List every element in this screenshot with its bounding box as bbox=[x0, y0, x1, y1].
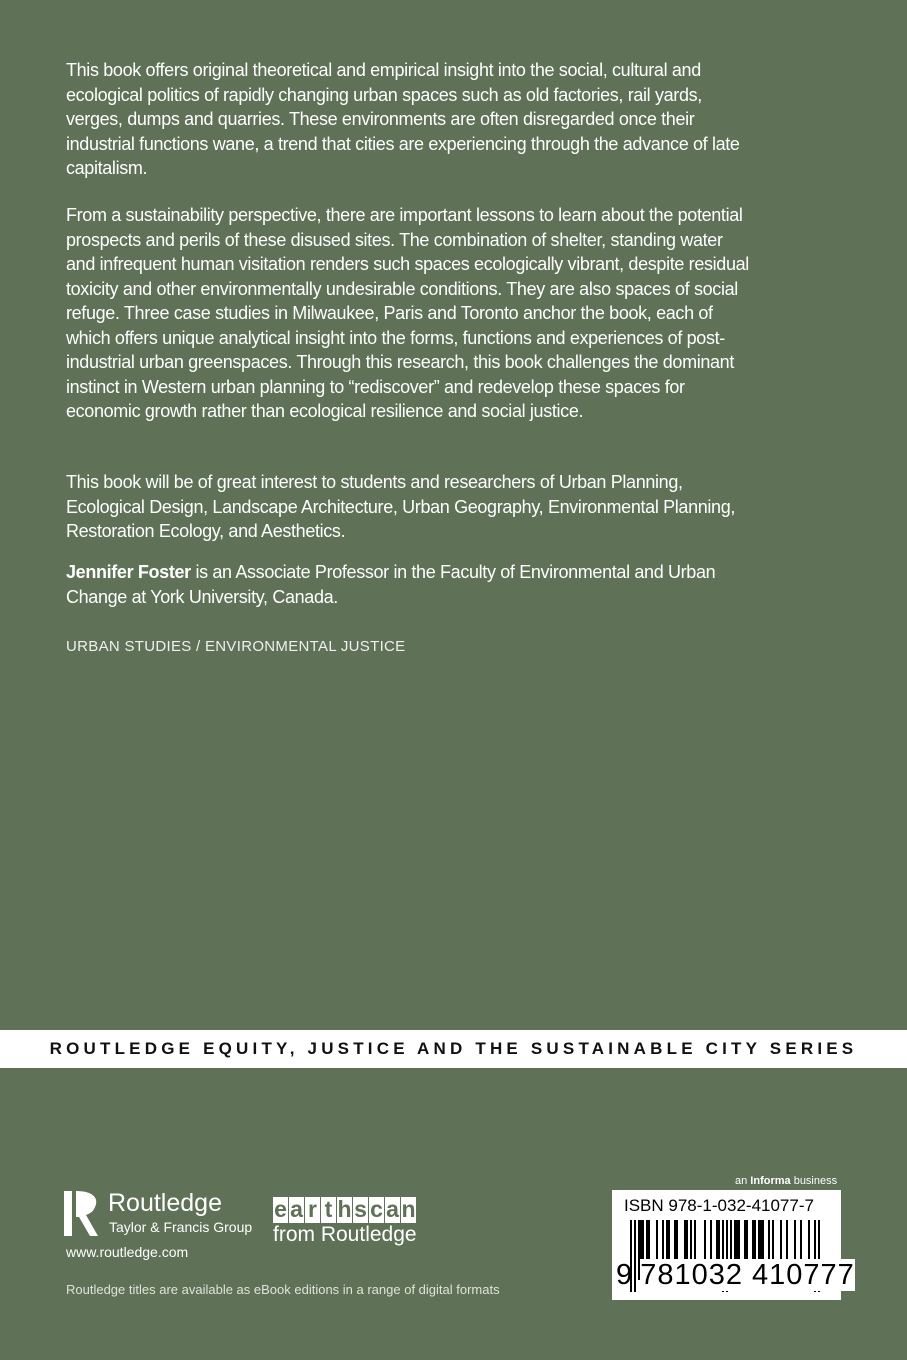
author-bio bbox=[66, 560, 715, 609]
routledge-r-mark-icon bbox=[64, 1191, 102, 1236]
logo-letter: t bbox=[321, 1197, 336, 1223]
logo-letter: c bbox=[370, 1196, 383, 1222]
text-line: instinct in Western urban planning to “rediscover” and redevelop these spaces for bbox=[66, 376, 685, 397]
description-paragraph-3 bbox=[66, 470, 735, 544]
description-paragraph-1 bbox=[66, 58, 740, 181]
logo-letter: a bbox=[290, 1196, 303, 1222]
text-line: refuge. Three case studies in Milwaukee, Paris and Toronto anchor the book, each of bbox=[66, 303, 713, 323]
text-line: This book offers original theoretical and empirical insight into the social, cultural and bbox=[66, 60, 701, 80]
text-line: toxicity and other environmentally undesirable conditions. They are also spaces of social bbox=[66, 278, 738, 299]
text-line: Change at York University, Canada. bbox=[66, 586, 338, 607]
logo-letter: e bbox=[274, 1196, 287, 1222]
description-paragraph-2 bbox=[66, 203, 749, 424]
routledge-url[interactable]: www.routledge.com bbox=[66, 1244, 189, 1260]
first-digit: 9 bbox=[616, 1259, 633, 1291]
logo-letter: h bbox=[337, 1196, 352, 1222]
author-name: Jennifer Foster bbox=[66, 562, 191, 582]
text: an bbox=[735, 1175, 751, 1187]
series-band: ROUTLEDGE EQUITY, JUSTICE AND THE SUSTAINABLE CITY SERIES bbox=[0, 1030, 907, 1068]
earthscan-subtitle: from Routledge bbox=[273, 1223, 417, 1246]
text-line: Ecological Design, Landscape Architecture, Urban Geography, Environmental Planning, bbox=[66, 496, 736, 517]
logo-letter: r bbox=[305, 1197, 320, 1223]
isbn-barcode bbox=[612, 1190, 855, 1300]
text: Informa bbox=[750, 1175, 791, 1187]
ebook-note: Routledge titles are available as eBook editions in a range of digital formats bbox=[66, 1282, 500, 1297]
subject-category: URBAN STUDIES / ENVIRONMENTAL JUSTICE bbox=[66, 638, 406, 655]
barcode-digits bbox=[616, 1259, 855, 1292]
text-line: verges, dumps and quarries. These environments are often disregarded once their bbox=[66, 109, 695, 129]
logo-letter: a bbox=[386, 1196, 399, 1222]
logo-letter: n bbox=[401, 1196, 416, 1222]
earthscan-logo bbox=[273, 1197, 416, 1223]
text-line: economic growth rather than ecological resilience and social justice. bbox=[66, 401, 584, 421]
text-line: prospects and perils of these disused sites. The combination of shelter, standing water bbox=[66, 229, 723, 250]
text-line: and infrequent human visitation renders such spaces ecologically vibrant, despite residual bbox=[66, 254, 749, 274]
text-line: capitalism. bbox=[66, 158, 148, 178]
text-line: Restoration Ecology, and Aesthetics. bbox=[66, 521, 346, 541]
text-line: is an Associate Professor in the Faculty of Environmental and Urban bbox=[190, 562, 716, 582]
text-line: industrial urban greenspaces. Through this research, this book challenges the dominant bbox=[66, 352, 734, 372]
text-line: This book will be of great interest to students and researchers of Urban Planning, bbox=[66, 472, 683, 492]
routledge-name: Routledge bbox=[108, 1189, 222, 1217]
text-line: ecological politics of rapidly changing urban spaces such as old factories, rail yards, bbox=[66, 84, 702, 105]
informa-business bbox=[735, 1175, 837, 1187]
routledge-group: Taylor & Francis Group bbox=[109, 1219, 253, 1235]
text: business bbox=[790, 1175, 838, 1187]
text-line: which offers unique analytical insight into the forms, functions and experiences of post- bbox=[66, 327, 725, 348]
isbn-label: ISBN 978-1-032-41077-7 bbox=[624, 1196, 814, 1215]
logo-letter: s bbox=[354, 1196, 367, 1222]
text-line: industrial functions wane, a trend that cities are experiencing through the advance of late bbox=[66, 133, 740, 154]
text-line: From a sustainability perspective, there are important lessons to learn about the potential bbox=[66, 205, 743, 225]
digits: 781032 410777 bbox=[640, 1259, 855, 1291]
